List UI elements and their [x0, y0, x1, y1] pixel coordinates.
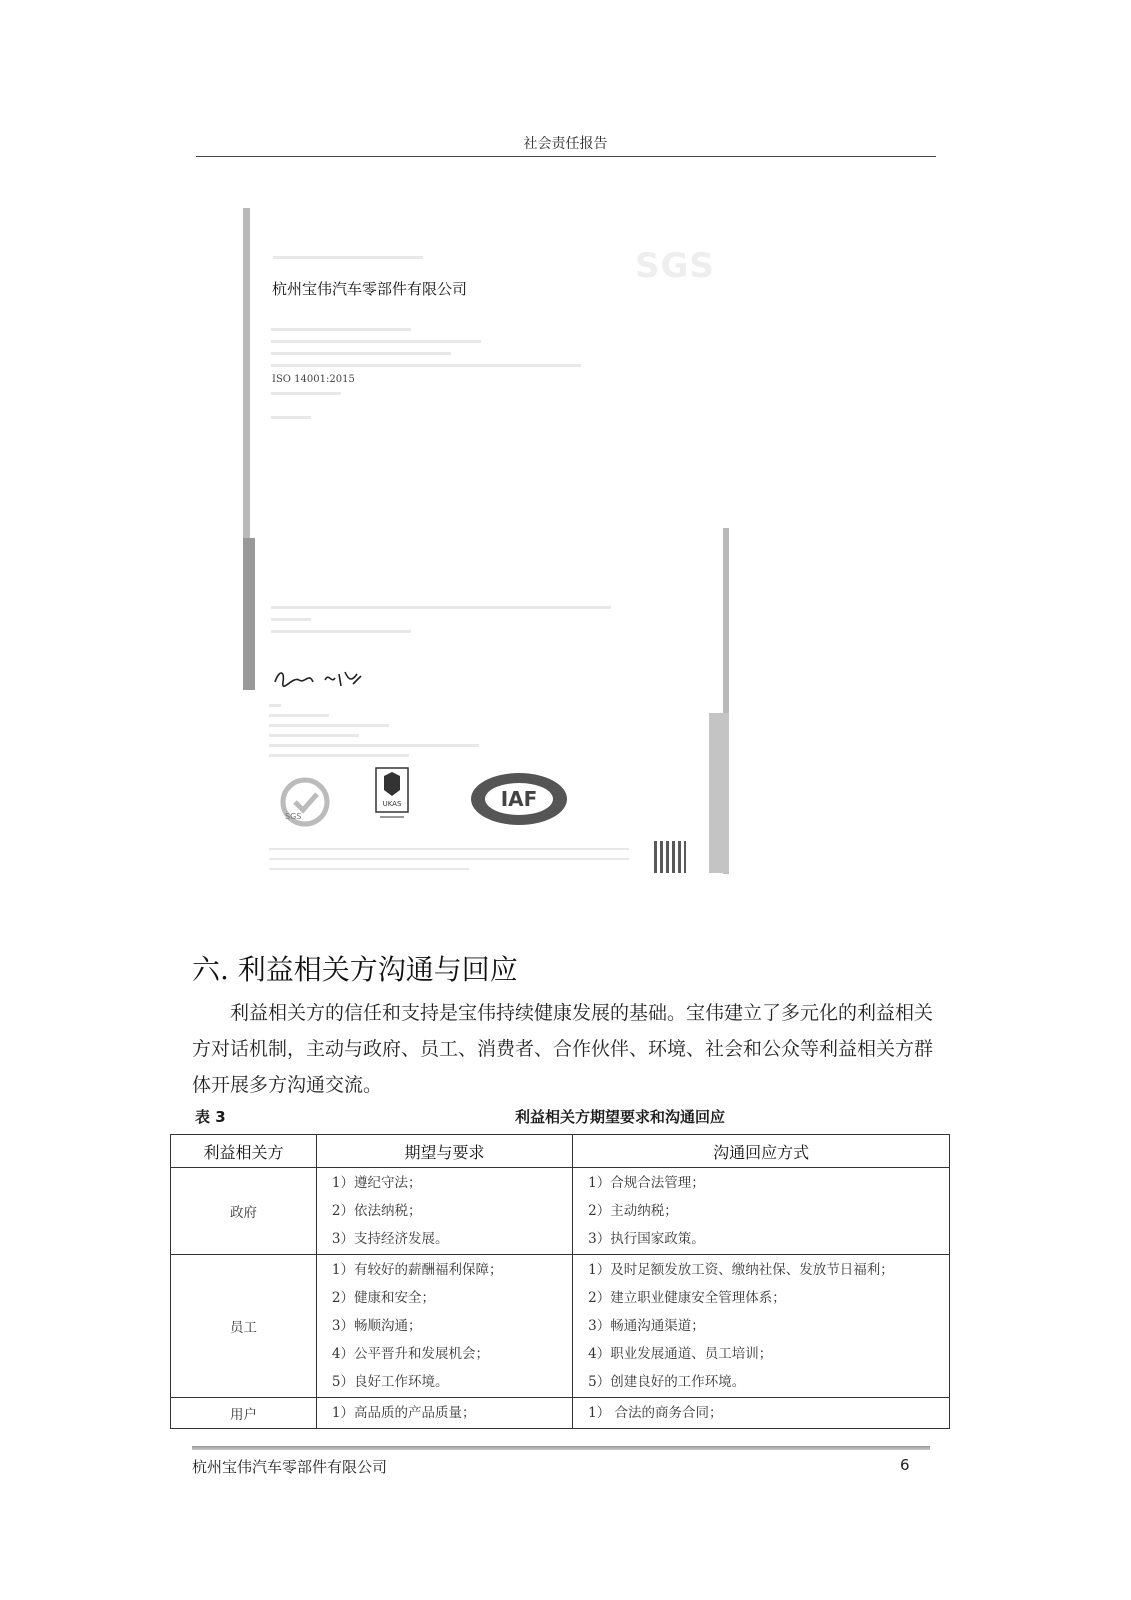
expectations-cell	[316, 1168, 572, 1255]
list-item: 3）畅顺沟通；	[331, 1318, 422, 1334]
certificate-faint-line	[271, 606, 611, 609]
list-item: 2）主动纳税；	[588, 1203, 678, 1219]
stakeholder-table	[170, 1134, 950, 1429]
certificate-faint-line	[269, 848, 629, 850]
table-label: 表 3	[195, 1108, 226, 1126]
expectations-cell	[316, 1255, 572, 1398]
certificate-scan-edge	[709, 713, 729, 873]
certificate-faint-line	[271, 352, 451, 355]
list-item: 2）建立职业健康安全管理体系；	[588, 1290, 786, 1306]
certificate-faint-line	[269, 714, 329, 717]
ukas-logo-icon	[374, 766, 410, 826]
list-item: 1）高品质的产品质量；	[331, 1405, 476, 1421]
certificate-scan-edge	[243, 538, 255, 690]
list-item: 2）依法纳税；	[331, 1203, 422, 1219]
responses-cell	[573, 1398, 950, 1429]
list-item: 5）良好工作环境。	[331, 1374, 449, 1390]
list-item: 2）健康和安全；	[331, 1290, 435, 1306]
certificate-faint-line	[269, 704, 281, 707]
expectations-cell	[316, 1398, 572, 1429]
certificate-faint-line	[271, 630, 411, 633]
certificate-faint-line	[271, 328, 411, 331]
table-row	[171, 1255, 950, 1398]
header-rule	[196, 156, 936, 157]
footer-company-name: 杭州宝伟汽车零部件有限公司	[192, 1458, 388, 1476]
list-item: 3）畅通沟通渠道；	[588, 1318, 705, 1334]
stakeholder-cell: 用户	[171, 1398, 317, 1429]
list-item: 1）遵纪守法；	[331, 1175, 422, 1191]
certificate-faint-line	[269, 754, 409, 757]
certificate-standard: ISO 14001:2015	[272, 374, 355, 385]
section-paragraph	[192, 995, 940, 1103]
certificate-faint-line	[269, 734, 359, 737]
iaf-label: IAF	[500, 787, 538, 811]
list-item: 1）合规合法管理；	[588, 1175, 705, 1191]
certificate-faint-line	[269, 868, 469, 870]
certificate-faint-line	[271, 364, 581, 367]
certificate-faint-line	[271, 392, 341, 395]
certificate-faint-line	[271, 618, 311, 621]
certificate-faint-line	[269, 858, 629, 860]
table-title: 利益相关方期望要求和沟通回应	[514, 1108, 725, 1126]
stakeholder-cell: 政府	[171, 1168, 317, 1255]
list-item: 5）创建良好的工作环境。	[588, 1374, 746, 1390]
table-row	[171, 1168, 950, 1255]
certificate-faint-line	[271, 340, 481, 343]
sgs-logo-label: SGS	[285, 812, 302, 821]
list-item: 1）有较好的薪酬福利保障；	[331, 1262, 503, 1278]
certificate-faint-line	[273, 256, 423, 259]
page-header-title: 社会责任报告	[523, 136, 608, 152]
responses-cell	[573, 1255, 950, 1398]
section-paragraph-text: 利益相关方的信任和支持是宝伟持续健康发展的基础。宝伟建立了多元化的利益相关方对话机制，主动与政府、员工、消费者、合作伙伴、环境、社会和公众等利益相关方群体开展多方沟通交流。	[192, 1002, 934, 1096]
sgs-logo-icon	[267, 776, 337, 830]
signature	[269, 662, 389, 692]
certificate-image	[243, 208, 731, 876]
table-header-cell: 期望与要求	[316, 1135, 572, 1168]
list-item: 3）执行国家政策。	[588, 1231, 705, 1247]
qr-code-icon	[654, 841, 686, 873]
table-header-cell: 利益相关方	[171, 1135, 317, 1168]
ukas-label: UKAS	[382, 800, 402, 808]
footer-rule	[192, 1446, 930, 1450]
certificate-company-name: 杭州宝伟汽车零部件有限公司	[272, 280, 468, 298]
list-item: 1） 合法的商务合同；	[588, 1405, 723, 1421]
sgs-watermark: SGS	[635, 246, 715, 286]
list-item: 4）公平晋升和发展机会；	[331, 1346, 489, 1362]
table-header-row	[171, 1135, 950, 1168]
section-title: 六. 利益相关方沟通与回应	[192, 953, 518, 986]
list-item: 3）支持经济发展。	[331, 1231, 449, 1247]
stakeholder-cell: 员工	[171, 1255, 317, 1398]
page-number: 6	[900, 1456, 910, 1474]
responses-cell	[573, 1168, 950, 1255]
table-row	[171, 1398, 950, 1429]
certificate-faint-line	[271, 416, 311, 419]
table-header-cell: 沟通回应方式	[573, 1135, 950, 1168]
iaf-logo-icon	[468, 770, 570, 828]
list-item: 4）职业发展通道、员工培训；	[588, 1346, 773, 1362]
certificate-faint-line	[269, 724, 389, 727]
certificate-faint-line	[269, 744, 479, 747]
list-item: 1）及时足额发放工资、缴纳社保、发放节日福利；	[588, 1262, 894, 1278]
